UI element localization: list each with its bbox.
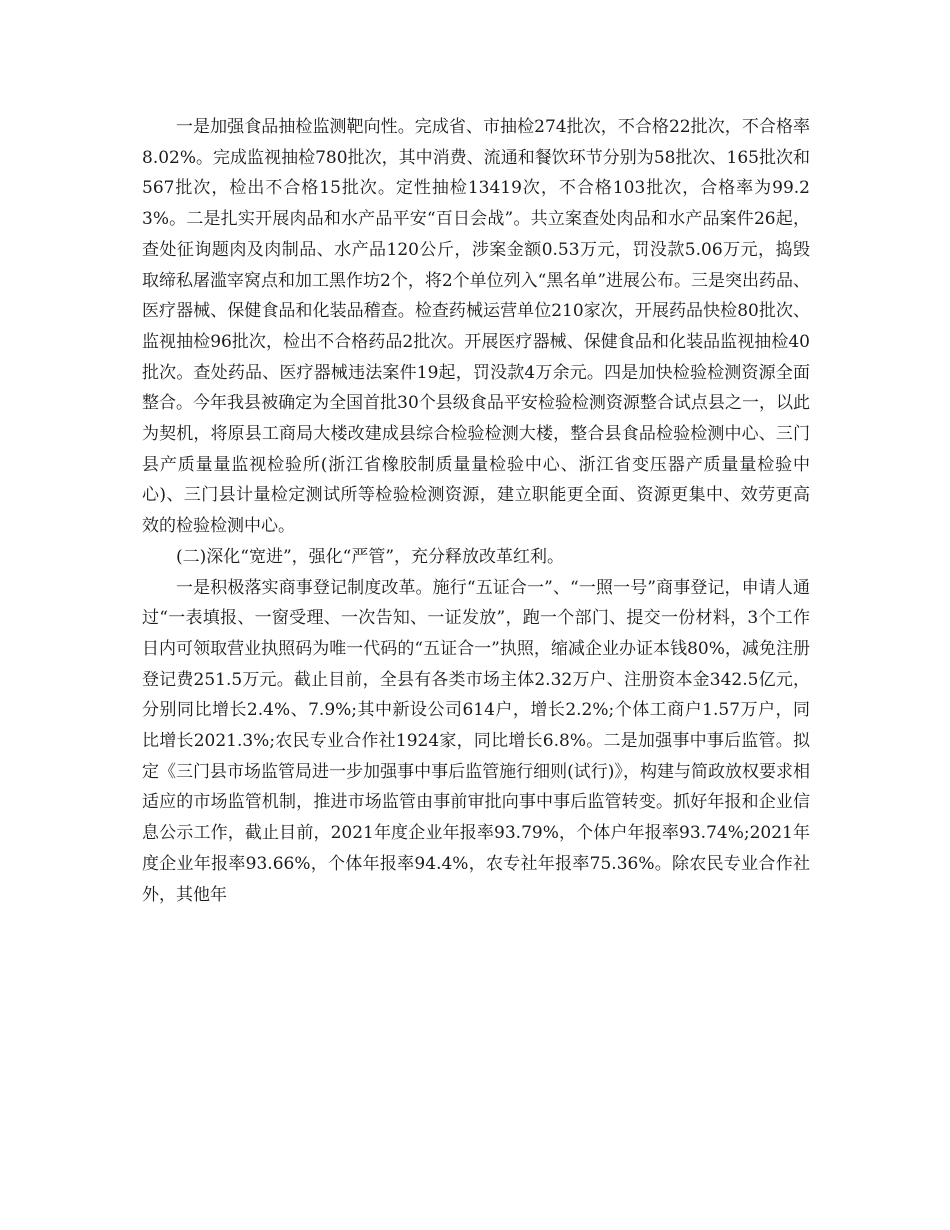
paragraph-section-heading: (二)深化“宽进”，强化“严管”，充分释放改革红利。 [176,546,565,567]
document-body [142,112,810,910]
paragraph-food-inspection: 一是加强食品抽检监测靶向性。完成省、市抽检274批次，不合格22批次，不合格率8.02%。完成监视抽检780批次，其中消费、流通和餐饮环节分别为58批次、165批次和567批次，检出不合格15批次。定性抽检13419次，不合格103批次，合格率为99.23%。二是扎实开展肉品和水产品平安“百日会战”。共立案查处肉品和水产品案件26起，查处征询题肉及肉制品、水产品120公斤，涉案金额0.53万元，罚没款5.06万元，捣毁取缔私屠滥宰窝点和加工黑作坊2个，将2个单位列入“黑名单”进展公布。三是突出药品、医疗器械、保健食品和化装品稽查。检查药械运营单位210家次，开展药品快检80批次、监视抽检96批次，检出不合格药品2批次。开展医疗器械、保健食品和化装品监视抽检40批次。查处药品、医疗器械违法案件19起，罚没款4万余元。四是加快检验检测资源全面整合。今年我县被确定为全国首批30个县级食品平安检验检测资源整合试点县之一，以此为契机，将原县工商局大楼改建成县综合检验检测大楼，整合县食品检验检测中心、三门县产质量量监视检验所(浙江省橡胶制质量量检验中心、浙江省变压器产质量量检验中心)、三门县计量检定测试所等检验检测资源，建立职能更全面、资源更集中、效劳更高效的检验检测中心。 [142,117,811,537]
paragraph-registration-reform: 一是积极落实商事登记制度改革。施行“五证合一”、“一照一号”商事登记，申请人通过“一表填报、一窗受理、一次告知、一证发放”，跑一个部门、提交一份材料，3个工作日内可领取营业执照码为唯一代码的“五证合一”执照，缩减企业办证本钱80%，减免注册登记费251.5万元。截止目前，全县有各类市场主体2.32万户、注册资本金342.5亿元，分别同比增长2.4%、7.9%;其中新设公司614户，增长2.2%;个体工商户1.57万户，同比增长2021.3%;农民专业合作社1924家，同比增长6.8%。二是加强事中事后监管。拟定《三门县市场监管局进一步加强事中事后监管施行细则(试行)》，构建与简政放权要求相适应的市场监管机制，推进市场监管由事前审批向事中事后监管转变。抓好年报和企业信息公示工作，截止目前，2021年度企业年报率93.79%，个体户年报率93.74%;2021年度企业年报率93.66%，个体年报率94.4%，农专社年报率75.36%。除农民专业合作社外，其他年 [142,577,810,905]
